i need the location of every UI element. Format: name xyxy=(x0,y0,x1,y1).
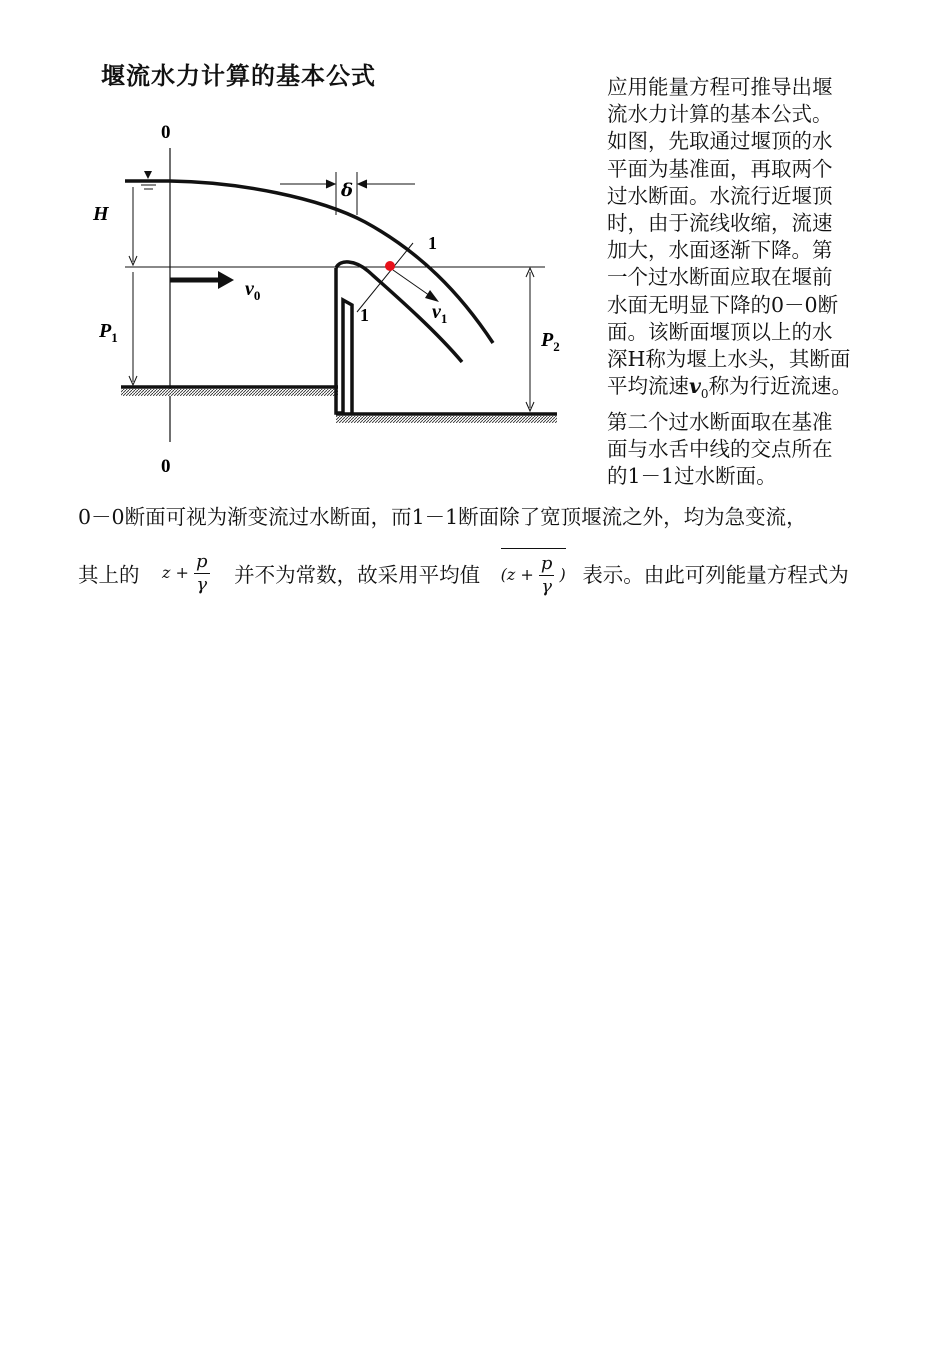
side-text-line: 加大，水面逐渐下降。第 xyxy=(607,238,833,263)
paragraph-line-2: 其上的 z + $\frac{p}{\gamma}$ 并不为常数，故采用平均值 (z + $\frac{p}{\gamma}$ ) 表示。由此可列能量方程式为 xyxy=(78,548,849,598)
weir-wall xyxy=(336,268,352,413)
side-text-line: 时，由于流线收缩，流速 xyxy=(607,211,833,236)
P2-label: $P_2$ xyxy=(541,329,560,354)
v1-label: $v_1$ xyxy=(432,301,448,326)
z-plus-p-over-gamma: z + $\frac{p}{\gamma}$ xyxy=(162,550,208,595)
v0-label: $v_0$ xyxy=(245,278,261,303)
section-0-bottom-label: 0 xyxy=(161,456,171,477)
delta-label: δ xyxy=(341,180,354,201)
side-text-line: 应用能量方程可推导出堰 xyxy=(607,75,833,99)
section-1-lower-label: 1 xyxy=(360,305,369,325)
section-1-upper-label: 1 xyxy=(428,233,437,253)
page-title: 堰流水力计算的基本公式 xyxy=(101,62,376,90)
side-text-line: 如图，先取通过堰顶的水 xyxy=(607,129,833,154)
side-text-line: 水面无明显下降的0－0断 xyxy=(607,292,839,317)
water-surface-symbol xyxy=(144,171,152,179)
side-text-line: 深H称为堰上水头，其断面 xyxy=(607,347,851,372)
side-text-line: 第二个过水断面取在基准 xyxy=(607,409,833,434)
head-H-label: H xyxy=(93,203,109,225)
side-text-line: 面与水舌中线的交点所在 xyxy=(607,436,833,461)
side-text-line: 流水力计算的基本公式。 xyxy=(607,102,833,127)
side-text-line-v0: 平均流速$v_0$称为行近流速。 xyxy=(607,374,853,402)
side-text-line: 平面为基准面，再取两个 xyxy=(607,156,833,181)
intersection-marker xyxy=(385,261,395,271)
mean-z-plus-p-over-gamma: (z + $\frac{p}{\gamma}$ ) xyxy=(501,548,566,598)
side-text-line: 过水断面。水流行近堰顶 xyxy=(607,183,833,208)
section-0-top-label: 0 xyxy=(161,122,171,143)
side-description xyxy=(607,74,875,490)
paragraph-line-1: 0－0断面可视为渐变流过水断面，而1－1断面除了宽顶堰流之外，均为急变流， xyxy=(78,505,807,529)
P1-label: $P_1$ xyxy=(99,320,118,345)
side-text-line: 的1－1过水断面。 xyxy=(607,463,777,488)
side-text-line: 一个过水断面应取在堰前 xyxy=(607,265,833,290)
side-text-line: 面。该断面堰顶以上的水 xyxy=(607,319,833,344)
